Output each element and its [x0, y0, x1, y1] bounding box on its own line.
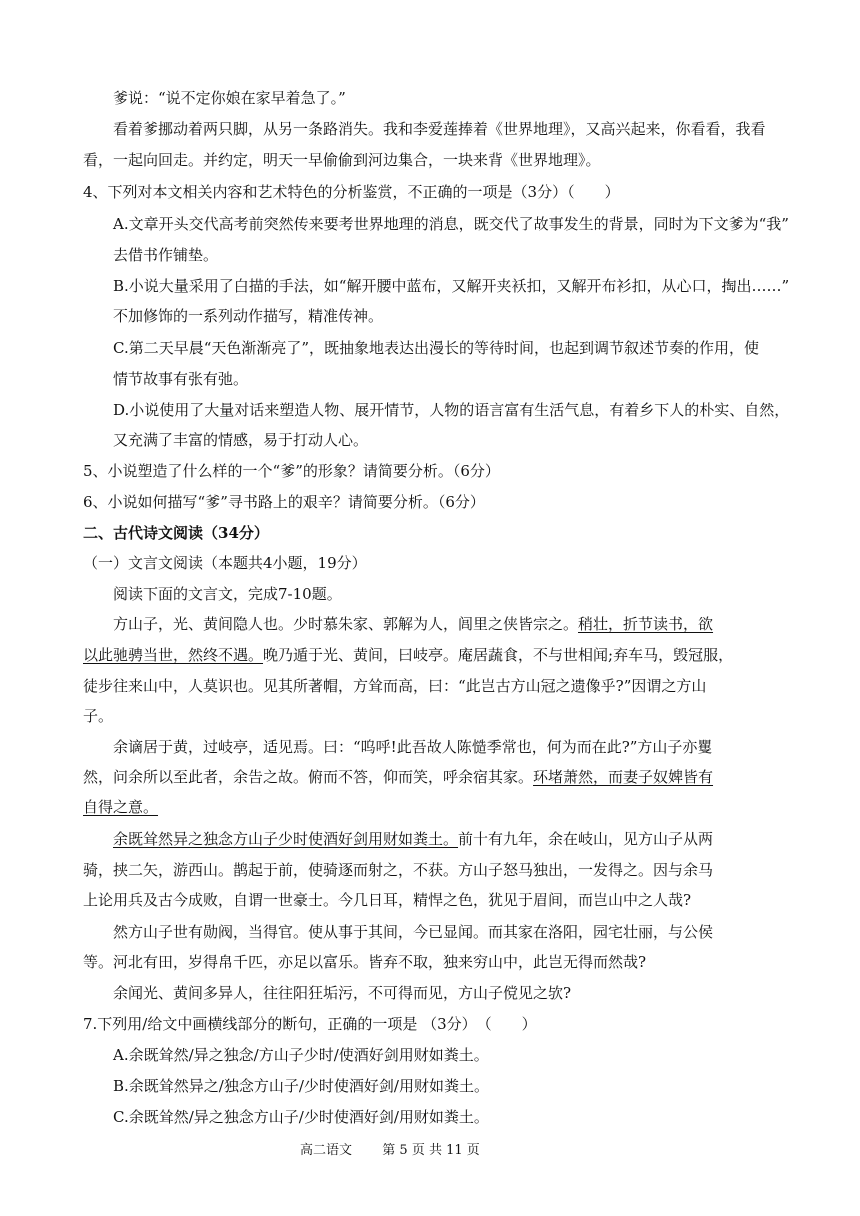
underlined-passage-text: 余既耸然异之独念方山子少时使酒好剑用财如粪土。	[113, 830, 459, 848]
passage-line: 子。	[83, 707, 114, 725]
passage-line: 骑，挟二矢，游西山。鹊起于前，使骑逐而射之，不获。方山子怒马独出，一发得之。因与余马	[83, 861, 714, 879]
q4-option-c-cont: 情节故事有张有弛。	[113, 370, 249, 388]
q4-option-d-cont: 又充满了丰富的情感，易于打动人心。	[113, 431, 369, 449]
story-paragraph-line: 看，一起向回走。并约定，明天一早偷偷到河边集合，一块来背《世界地理》。	[83, 151, 601, 169]
passage-line	[113, 829, 713, 849]
passage-text: 前十有九年，余在岐山，见方山子从两	[458, 830, 714, 848]
question-7-stem: 7.下列用/给文中画横线部分的断句，正确的一项是 （3分） （ ）	[83, 1015, 537, 1033]
q4-option-b-cont: 不加修饰的一系列动作描写，精准传神。	[113, 307, 384, 325]
subsection-heading: （一）文言文阅读（本题共4小题，19分）	[83, 554, 367, 572]
question-4-stem: 4、下列对本文相关内容和艺术特色的分析鉴赏，不正确的一项是（3分）（ ）	[83, 183, 620, 201]
story-paragraph-line: 看着爹挪动着两只脚，从另一条路消失。我和李爱莲捧着《世界地理》，又高兴起来，你看看，我看	[113, 120, 766, 138]
story-dialogue: 爹说：“说不定你娘在家早着急了。”	[113, 89, 346, 107]
question-6: 6、小说如何描写“爹”寻书路上的艰辛？请简要分析。（6分）	[83, 493, 485, 511]
footer-subject: 高二语文	[300, 1143, 353, 1158]
reading-instruction: 阅读下面的文言文，完成7-10题。	[113, 585, 342, 603]
footer-page-number: 第 5 页 共 11 页	[382, 1143, 480, 1158]
passage-line: 等。河北有田，岁得帛千匹，亦足以富乐。皆弃不取，独来穷山中，此岂无得而然哉?	[83, 953, 647, 971]
passage-text: 方山子，光、黄间隐人也。少时慕朱家、郭解为人，闾里之侠皆宗之。	[113, 615, 579, 633]
passage-line: 徒步往来山中，人莫识也。见其所著帽，方耸而高，曰：“此岂古方山冠之遗像乎?”因谓之方山	[83, 677, 707, 695]
q4-option-c: C.第二天早晨“天色渐渐亮了”，既抽象地表达出漫长的等待时间，也起到调节叙述节奏的作用，使	[113, 339, 760, 357]
question-5: 5、小说塑造了什么样的一个“爹”的形象？请简要分析。（6分）	[83, 462, 500, 480]
section-heading: 二、古代诗文阅读（34分）	[83, 524, 269, 542]
passage-line: 上论用兵及古今成败，自谓一世豪士。今几日耳，精悍之色，犹见于眉间，而岂山中之人哉?	[83, 891, 692, 909]
passage-text: 晚乃遁于光、黄间，曰岐亭。庵居蔬食，不与世相闻;弃车马，毁冠服，	[263, 646, 734, 664]
q4-option-d: D.小说使用了大量对话来塑造人物、展开情节，人物的语言富有生活气息，有着乡下人的朴实、自然，	[113, 401, 790, 419]
passage-line: 余谪居于黄，过岐亭，适见焉。曰：“呜呼!此吾故人陈慥季常也，何为而在此?”方山子亦矍	[113, 738, 713, 756]
passage-line	[83, 767, 713, 787]
q4-option-b: B.小说大量采用了白描的手法，如“解开腰中蓝布，又解开夹袄扣，又解开布衫扣，从心口，掏出……”	[113, 277, 790, 295]
q4-option-a: A.文章开头交代高考前突然传来要考世界地理的消息，既交代了故事发生的背景，同时为下文爹为“我”	[113, 215, 789, 233]
q7-option-c: C.余既耸然/异之独念方山子/少时使酒好剑/用财如粪土。	[113, 1108, 489, 1126]
q4-option-a-cont: 去借书作铺垫。	[113, 246, 219, 264]
underlined-passage-text: 以此驰骋当世，然终不遇。	[83, 646, 264, 664]
page-footer	[300, 1141, 480, 1161]
q7-option-b: B.余既耸然异之/独念方山子/少时使酒好剑/用财如粪土。	[113, 1077, 489, 1095]
passage-line: 余闻光、黄间多异人，往往阳狂垢污，不可得而见，方山子傥见之欤?	[113, 984, 572, 1002]
underlined-passage-text: 稍壮，折节读书，欲	[578, 615, 714, 633]
passage-text: 然，问余所以至此者，余告之故。俯而不答，仰而笑，呼余宿其家。	[83, 768, 534, 786]
passage-line	[83, 645, 733, 665]
underlined-passage-text: 自得之意。	[83, 798, 159, 816]
passage-line	[113, 614, 713, 634]
q7-option-a: A.余既耸然/异之独念/方山子少时/使酒好剑用财如粪土。	[113, 1046, 489, 1064]
passage-line: 然方山子世有勋阀，当得官。使从事于其间，今已显闻。而其家在洛阳，园宅壮丽，与公侯	[113, 923, 714, 941]
passage-line	[83, 797, 158, 817]
underlined-passage-text: 环堵萧然，而妻子奴婢皆有	[533, 768, 714, 786]
